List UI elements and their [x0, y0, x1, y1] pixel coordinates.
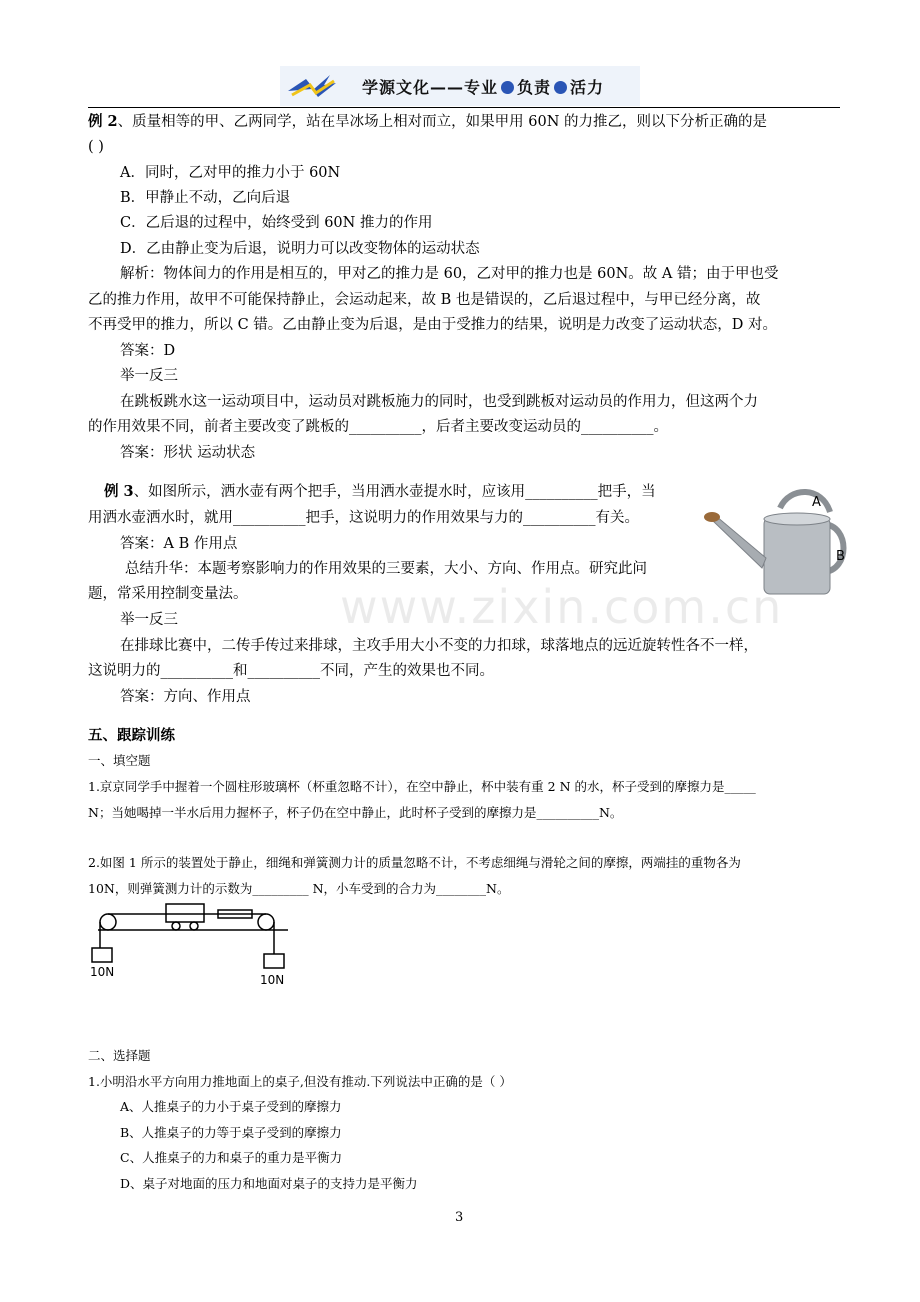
fill-q2-line1: 2.如图 1 所示的装置处于静止，细绳和弹簧测力计的质量忽略不计，不考虑细绳与滑轮之间的摩擦，两端挂的重物各为 [88, 855, 741, 870]
example3-summary-line1: 总结升华：本题考察影响力的作用效果的三要素，大小、方向、作用点。研究此问 [125, 561, 647, 577]
fill-q1-line1: 1.京京同学手中握着一个圆柱形玻璃杯（杯重忽略不计），在空中静止，杯中装有重 2 N 的水，杯子受到的摩擦力是_____ [88, 779, 756, 794]
example2-practice-line1: 在跳板跳水这一运动项目中，运动员对跳板施力的同时，也受到跳板对运动员的作用力，但这两个力 [120, 394, 758, 410]
example2-practice-line2: 的作用效果不同，前者主要改变了跳板的__________，后者主要改变运动员的__________。 [88, 419, 668, 435]
example3-practice-title: 举一反三 [120, 612, 178, 628]
bullet-dot-icon [554, 81, 567, 94]
handle-a-label: A [812, 495, 821, 510]
example2-option-c: C．乙后退的过程中，始终受到 60N 推力的作用 [120, 215, 433, 231]
example3-practice-answer: 答案：方向、作用点 [120, 689, 251, 705]
page-header [280, 66, 640, 106]
example2-practice-title: 举一反三 [120, 368, 178, 384]
choice-q1-option-d: D、桌子对地面的压力和地面对桌子的支持力是平衡力 [120, 1176, 418, 1191]
bullet-dot-icon [501, 81, 514, 94]
header-slogan: 学源文化——专业 负责 活力 [362, 77, 605, 97]
example3-question-line1: 例 3、如图所示，洒水壶有两个把手，当用洒水壶提水时，应该用__________把手，当 [104, 483, 656, 500]
header-divider [88, 107, 840, 108]
example2-analysis-line2: 乙的推力作用，故甲不可能保持静止，会运动起来，故 B 也是错误的，乙后退过程中，与甲已经分离，故 [88, 292, 761, 308]
example2-analysis-line1: 解析：物体间力的作用是相互的，甲对乙的推力是 60，乙对甲的推力也是 60N。故 A 错；由于甲也受 [120, 266, 779, 282]
fill-q2-line2: 10N，则弹簧测力计的示数为_________ N，小车受到的合力为________N。 [88, 881, 510, 896]
example3-practice-line2: 这说明力的__________和__________不同，产生的效果也不同。 [88, 663, 494, 679]
example2-practice-answer: 答案：形状 运动状态 [120, 445, 256, 461]
choice-q1-option-a: A、人推桌子的力小于桌子受到的摩擦力 [120, 1099, 342, 1114]
fill-q1-line2: N；当她喝掉一半水后用力握杯子，杯子仍在空中静止，此时杯子受到的摩擦力是__________N。 [88, 805, 623, 820]
example3-question-line2: 用洒水壶洒水时，就用__________把手，这说明力的作用效果与力的__________有关。 [88, 510, 639, 526]
choice-q1: 1.小明沿水平方向用力推地面上的桌子,但没有推动.下列说法中正确的是（ ） [88, 1074, 512, 1089]
logo-icon [284, 69, 354, 103]
example2-answer: 答案：D [120, 343, 176, 359]
example2-option-d: D．乙由静止变为后退，说明力可以改变物体的运动状态 [120, 241, 480, 257]
example2-option-a: A．同时，乙对甲的推力小于 60N [120, 165, 341, 181]
choice-q1-option-b: B、人推桌子的力等于桌子受到的摩擦力 [120, 1125, 342, 1140]
watermark: www.zixin.com.cn [340, 580, 784, 634]
handle-b-label: B [836, 549, 845, 564]
pulley-cart-figure [88, 902, 298, 994]
right-weight-label: 10N [260, 973, 285, 987]
example2-analysis-line3: 不再受甲的推力，所以 C 错。乙由静止变为后退，是由于受推力的结果，说明是力改变了运动状态，D 对。 [88, 317, 778, 333]
section5-title: 五、跟踪训练 [88, 727, 175, 744]
example2-question-line1: 例 2、质量相等的甲、乙两同学，站在旱冰场上相对而立，如果甲用 60N 的力推乙，则以下分析正确的是 [88, 113, 767, 130]
choice-q1-option-c: C、人推桌子的力和桌子的重力是平衡力 [120, 1150, 343, 1165]
fill-blank-title: 一、填空题 [88, 753, 151, 768]
left-weight-label: 10N [90, 965, 115, 979]
choice-title: 二、选择题 [88, 1048, 151, 1063]
example3-summary-line2: 题，常采用控制变量法。 [88, 586, 248, 602]
page-number: 3 [455, 1210, 464, 1225]
example2-option-b: B．甲静止不动，乙向后退 [120, 190, 291, 206]
example3-practice-line1: 在排球比赛中，二传手传过来排球，主攻手用大小不变的力扣球，球落地点的远近旋转性各不一样， [120, 638, 758, 654]
example3-answer: 答案：A B 作用点 [120, 536, 238, 552]
example2-question-line2: ( ) [88, 139, 104, 155]
